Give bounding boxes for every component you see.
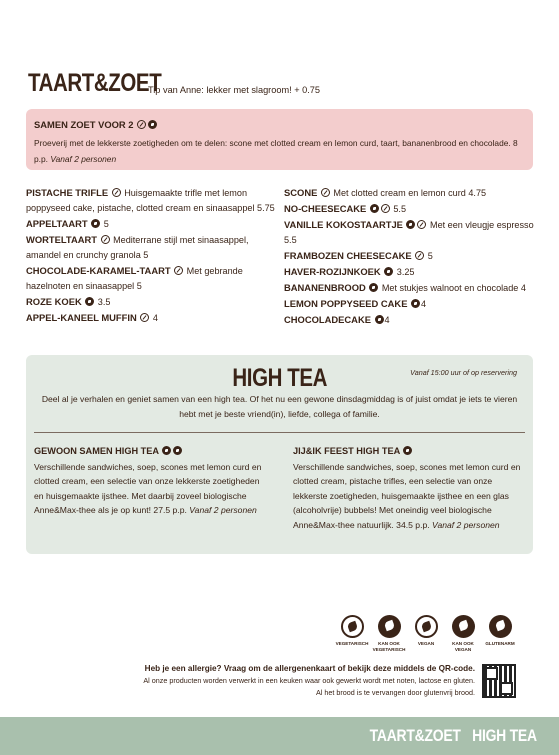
diet-item: VEGAN [408, 615, 444, 652]
vegetarian-icon [321, 188, 330, 197]
gluten-free-icon [381, 204, 390, 213]
footer-tab-high-tea[interactable]: HIGH TEA [472, 726, 537, 745]
allergy-line: Al onze producten worden verwerkt in een keuken waar ook gewerkt wordt met noten, lactose en gluten. [143, 676, 475, 685]
option-note: Vanaf 2 personen [189, 505, 257, 516]
menu-item: PISTACHE TRIFLE Huisgemaakte trifle met lemon poppyseed cake, pistache, clotted cream en sinaasappel 5.75 [26, 187, 275, 213]
menu-item: LEMON POPPYSEED CAKE 4 [284, 298, 427, 309]
vegan-icon [173, 446, 182, 455]
menu-item: APPELTAART 5 [26, 218, 109, 229]
vegan-icon [369, 283, 378, 292]
menu-item: CHOCOLADE-KARAMEL-TAART Met gebrande hazelnoten en sinaasappel 5 [26, 265, 243, 291]
vegan-icon [91, 219, 100, 228]
diet-item: KAN OOK VEGETARISCH [371, 615, 407, 652]
high-tea-option [293, 444, 523, 533]
menu-item: CHOCOLADECAKE 4 [284, 314, 390, 325]
vegan-filled-icon [452, 615, 475, 638]
option-text: Verschillende sandwiches, soep, scones met lemon curd en clotted cream, pistache trifles, een selectie van onze lekkerste zoetigheden, huisgemaakte ijsthee en een glas (alcoholvrije) bubbels! Met oneindig veel biologische Anne&Max-thee natuurlijk. 34.5 p.p. [293, 461, 521, 530]
allergy-title: Heb je een allergie? Vraag om de allergenenkaart of bekijk deze middels de QR-code. [144, 664, 475, 673]
vegetarian-icon [112, 188, 121, 197]
gluten-free-icon [417, 220, 426, 229]
menu-item: WORTELTAART Mediterrane stijl met sinaasappel, amandel en crunchy granola 5 [26, 234, 249, 260]
leaf-outline-icon [341, 615, 364, 638]
leaf-filled-icon [378, 615, 401, 638]
allergy-line: Al het brood is te vervangen door glutenvrij brood. [315, 688, 475, 697]
option-note: Vanaf 2 personen [432, 519, 500, 530]
vegan-icon [406, 220, 415, 229]
vegan-icon [148, 120, 157, 129]
high-tea-option [34, 444, 264, 518]
qr-code[interactable] [482, 664, 516, 698]
option-title: GEWOON SAMEN HIGH TEA [34, 446, 159, 456]
vegan-icon [375, 315, 384, 324]
vegan-icon [411, 299, 420, 308]
samen-text: Proeverij met de lekkerste zoetigheden om te delen: scone met clotted cream en lemon curd, taart, bananenbrood en chocolade. 8 p.p. [34, 138, 518, 164]
divider [34, 432, 525, 433]
items-right [284, 185, 536, 328]
vegetarian-icon [174, 266, 183, 275]
menu-item: VANILLE KOKOSTAARTJE Met een vleugje espresso 5.5 [284, 219, 534, 245]
menu-item: SCONE Met clotted cream en lemon curd 4.75 [284, 187, 487, 198]
high-tea-intro: Deel al je verhalen en geniet samen van een high tea. Of het nu een gewone dinsdagmiddag is of juist omdat je iets te vieren hebt met je beste vriend(in), liefde, collega of familie. [41, 394, 518, 419]
allergy-info [55, 663, 475, 699]
page-title: TAART&ZOET [28, 69, 162, 97]
diet-item: KAN OOK VEGAN [445, 615, 481, 652]
diet-legend [334, 615, 519, 652]
vegan-outline-icon [415, 615, 438, 638]
leaf-icon [137, 120, 146, 129]
menu-item: ROZE KOEK 3.5 [26, 296, 111, 307]
samen-zoet-box [26, 109, 533, 170]
vegetarian-icon [101, 235, 110, 244]
diet-item: GLUTENARM [482, 615, 518, 652]
high-tea-title: HIGH TEA [232, 364, 327, 392]
menu-item: BANANENBROOD Met stukjes walnoot en chocolade 4 [284, 282, 526, 293]
option-text: Verschillende sandwiches, soep, scones met lemon curd en clotted cream, een selectie van onze lekkerste zoetigheden en huisgemaakte ijsthee. Met daarbij zoveel biologische Anne&Max-thee als je op kunt! 27.5 p.p. [34, 461, 262, 516]
footer-tab-taart-zoet[interactable]: TAART&ZOET [369, 726, 461, 745]
vegetarian-icon [140, 313, 149, 322]
samen-note: Vanaf 2 personen [50, 154, 117, 164]
menu-item: APPEL-KANEEL MUFFIN 4 [26, 312, 158, 323]
vegan-icon [384, 267, 393, 276]
high-tea-box [26, 355, 533, 554]
samen-title: SAMEN ZOET VOOR 2 [34, 119, 134, 130]
diet-item: VEGETARISCH [334, 615, 370, 652]
header-tip: Tip van Anne: lekker met slagroom! + 0.75 [148, 85, 321, 95]
footer-bar [0, 717, 559, 755]
high-tea-note: Vanaf 15:00 uur of op reservering [410, 368, 517, 377]
vegan-icon [370, 204, 379, 213]
vegetarian-icon [162, 446, 171, 455]
menu-item: HAVER-ROZIJNKOEK 3.25 [284, 266, 415, 277]
items-left [26, 185, 278, 326]
vegetarian-icon [403, 446, 412, 455]
menu-item: FRAMBOZEN CHEESECAKE 5 [284, 250, 433, 261]
vegetarian-icon [415, 251, 424, 260]
option-title: JIJ&IK FEEST HIGH TEA [293, 446, 400, 456]
menu-item: NO-CHEESECAKE 5.5 [284, 203, 407, 214]
vegan-icon [85, 297, 94, 306]
gluten-free-icon [489, 615, 512, 638]
